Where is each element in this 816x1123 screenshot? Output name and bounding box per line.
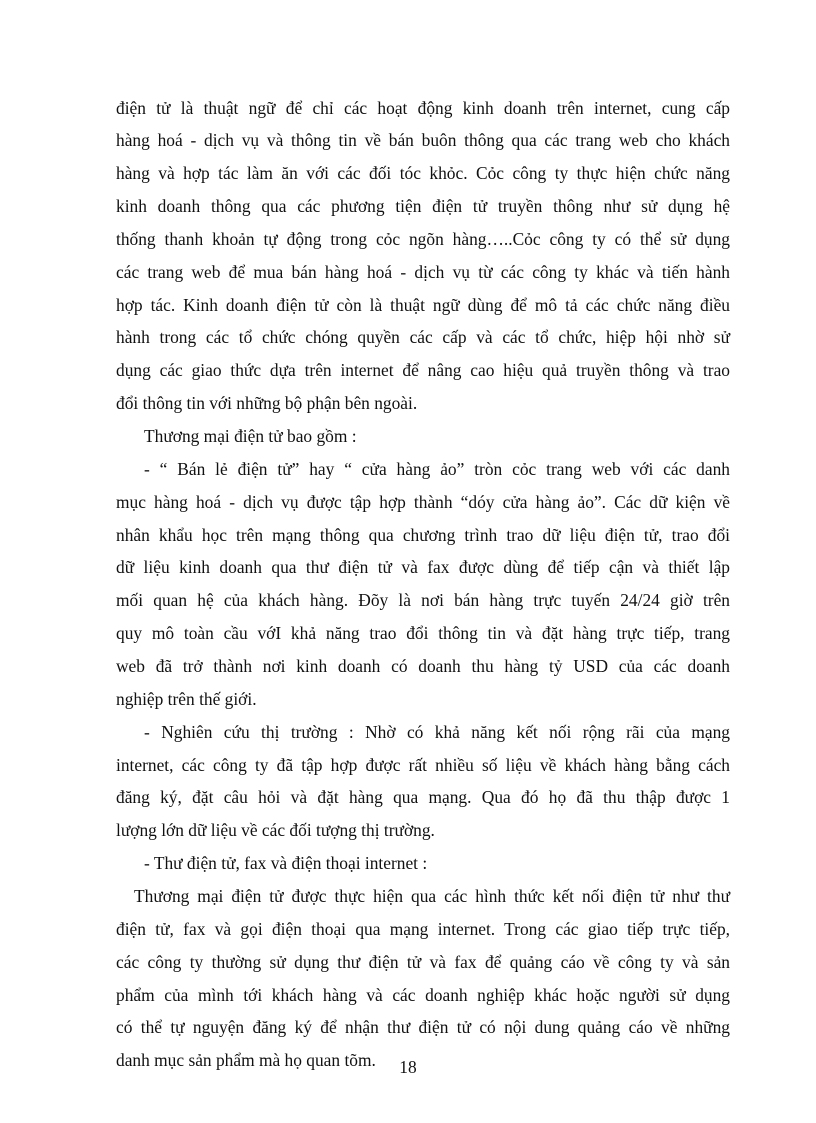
text-line: mối quan hệ của khách hàng. Đõy là nơi bán hàng trực tuyến 24/24 giờ trên bbox=[116, 590, 730, 610]
text-line: quy mô toàn cầu vớI khả năng trao đổi thông tin và đặt hàng trực tiếp, trang bbox=[116, 623, 730, 643]
text-line: - “ Bán lẻ điện tử” hay “ cửa hàng ảo” tròn cỏc trang web với các danh bbox=[144, 459, 730, 479]
text-line: lượng lớn dữ liệu về các đối tượng thị trường. bbox=[116, 820, 435, 840]
text-line: hàng hoá - dịch vụ và thông tin về bán buôn thông qua các trang web cho khách bbox=[116, 130, 730, 150]
text-line: hợp tác. Kinh doanh điện tử còn là thuật ngữ dùng để mô tả các chức năng điều bbox=[116, 295, 730, 315]
text-line: Thương mại điện tử bao gồm : bbox=[144, 426, 357, 446]
page-number: 18 bbox=[399, 1057, 417, 1077]
text-line: web đã trở thành nơi kinh doanh có doanh thu hàng tỷ USD của các doanh bbox=[116, 656, 730, 676]
text-line: nhân khẩu học trên mạng thông qua chương trình trao dữ liệu điện tử, trao đổi bbox=[116, 525, 730, 545]
text-line: đăng ký, đặt câu hỏi và đặt hàng qua mạng. Qua đó họ đã thu thập được 1 bbox=[116, 787, 730, 807]
text-line: internet, các công ty đã tập hợp được rất nhiều số liệu về khách hàng bằng cách bbox=[116, 755, 730, 775]
text-line: - Thư điện tử, fax và điện thoại internet : bbox=[144, 853, 428, 873]
text-line: thống thanh khoản tự động trong cỏc ngõn hàng…..Cỏc công ty có thể sử dụng bbox=[116, 229, 730, 249]
text-line: kinh doanh thông qua các phương tiện điện tử truyền thông như sử dụng hệ bbox=[116, 196, 730, 216]
text-line: các trang web để mua bán hàng hoá - dịch vụ từ các công ty khác và tiến hành bbox=[116, 262, 730, 282]
text-line: phẩm của mình tới khách hàng và các doanh nghiệp khác hoặc người sử dụng bbox=[116, 985, 730, 1005]
text-line: điện tử là thuật ngữ để chỉ các hoạt động kinh doanh trên internet, cung cấp bbox=[116, 98, 730, 118]
text-line: dụng các giao thức dựa trên internet để nâng cao hiệu quả truyền thông và trao bbox=[116, 360, 730, 380]
text-line: Thương mại điện tử được thực hiện qua các hình thức kết nối điện tử như thư bbox=[134, 886, 730, 906]
text-line: có thể tự nguyện đăng ký để nhận thư điện tử có nội dung quảng cáo về những bbox=[116, 1017, 730, 1037]
text-line: nghiệp trên thế giới. bbox=[116, 689, 257, 709]
text-line: dữ liệu kinh doanh qua thư điện tử và fax được dùng để tiếp cận và thiết lập bbox=[116, 557, 730, 577]
text-line: các công ty thường sử dụng thư điện tử và fax để quảng cáo về công ty và sản bbox=[116, 952, 730, 972]
text-line: đổi thông tin với những bộ phận bên ngoài. bbox=[116, 393, 418, 413]
text-line: - Nghiên cứu thị trường : Nhờ có khả năng kết nối rộng rãi của mạng bbox=[144, 722, 730, 742]
text-line: hàng và hợp tác làm ăn với các đối tóc khỏc. Cỏc công ty thực hiện chức năng bbox=[116, 163, 730, 183]
text-line: danh mục sản phẩm mà họ quan tõm. bbox=[116, 1050, 376, 1070]
text-line: điện tử, fax và gọi điện thoại qua mạng internet. Trong các giao tiếp trực tiếp, bbox=[116, 919, 730, 939]
text-line: mục hàng hoá - dịch vụ được tập hợp thành “dóy cửa hàng ảo”. Các dữ kiện về bbox=[116, 492, 730, 512]
text-line: hành trong các tổ chức chóng quyền các cấp và các tổ chức, hiệp hội nhờ sử bbox=[116, 327, 730, 347]
